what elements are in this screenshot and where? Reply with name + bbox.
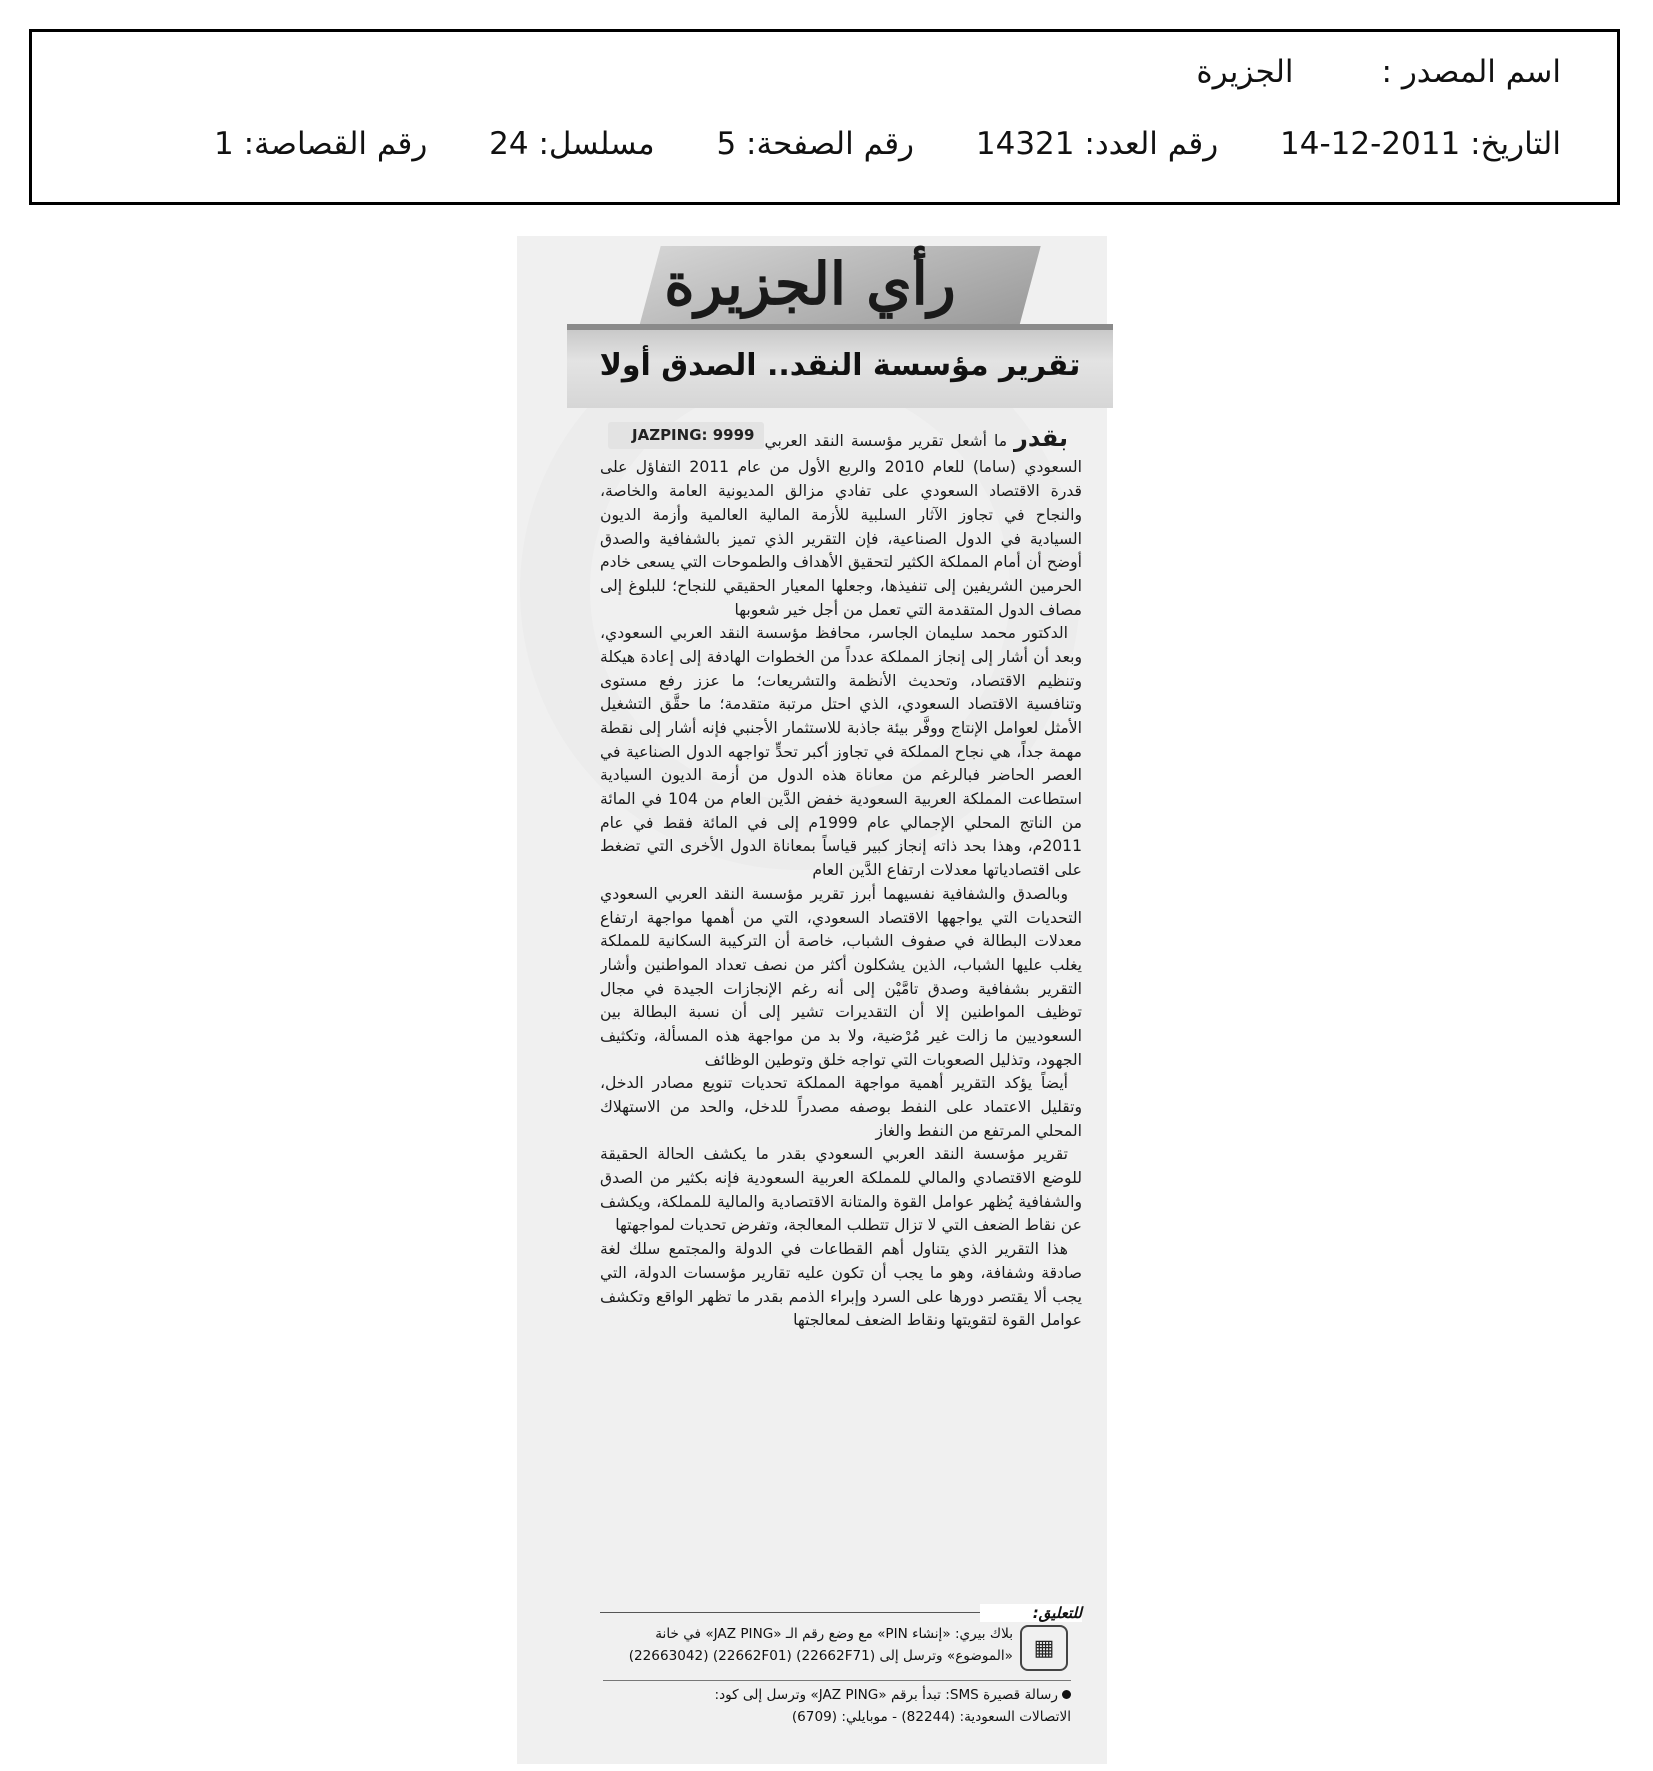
page-value: 5 (716, 126, 737, 162)
article-body (600, 420, 1082, 1600)
blackberry-line-1: بلاك بيري: «إنشاء PIN» مع وضع رقم الـ «JAZ PING» في خانة (655, 1626, 1013, 1642)
issue-label: رقم العدد: (1084, 126, 1219, 162)
date-value: 14-12-2011 (1280, 126, 1461, 162)
clip-number-value: 1 (213, 126, 234, 162)
blackberry-instructions (603, 1624, 1013, 1668)
page-label: رقم الصفحة: (746, 126, 915, 162)
paragraph-5: تقرير مؤسسة النقد العربي السعودي بقدر ما يكشف الحالة الحقيقة للوضع الاقتصادي والمالي للمملكة العربية السعودية فإنه بكثير من الصدق والشفافية يُظهر عوامل القوة والمتانة الاقتصادية والمالية للمملكة، ويكشف عن نقاط الضعف التي لا تزال تتطلب المعالجة، وتفرض تحديات لمواجهتها (600, 1145, 1082, 1235)
masthead-title: رأي الجزيرة (664, 250, 956, 318)
serial-value: 24 (489, 126, 529, 162)
paragraph-4: أيضاً يؤكد التقرير أهمية مواجهة المملكة تحديات تنويع مصادر الدخل، وتقليل الاعتماد على النفط بوصفه مصدراً للدخل، والحد من الاستهلاك المحلي المرتفع من النفط والغاز (600, 1074, 1082, 1140)
clip-number-label: رقم القصاصة: (243, 126, 428, 162)
blackberry-line-2: «الموضوع» وترسل إلى (22662F71) (22662F01) (22663042) (628, 1647, 1013, 1664)
sms-instructions (603, 1680, 1071, 1729)
paragraph-text: ما أشعل تقرير مؤسسة النقد العربي السعودي (ساما) للعام 2010 والربع الأول من عام 2011 التفاؤل على قدرة الاقتصاد السعودي على تفادي مزالق المديونية العامة والخاصة، والنجاح في تجاوز الآثار السلبية للأزمة المالية العالمية وأزمة الديون السيادية في الدول الصناعية، فإن التقرير الذي تميز بالشفافية والصدق أوضح أن أمام المملكة الكثير لتحقيق الأهداف والطموحات التي يسعى خادم الحرمين الشريفين إلى تنفيذها، وجعلها المعيار الحقيقي للنجاح؛ للبلوغ إلى مصاف الدول المتقدمة التي تعمل من أجل خير شعوبها (600, 432, 1082, 619)
comment-label: للتعليق: (980, 1604, 1082, 1622)
source-value: الجزيرة (1196, 54, 1294, 90)
lead-word: بقدر (1014, 424, 1068, 452)
clipping-metadata-box (29, 29, 1620, 205)
sms-line-1: رسالة قصيرة SMS: تبدأ برقم «JAZ PING» وترسل إلى كود: (714, 1687, 1058, 1703)
source-label: اسم المصدر : (1381, 54, 1561, 90)
paragraph-6: هذا التقرير الذي يتناول أهم القطاعات في الدولة والمجتمع سلك لغة صادقة وشفافة، وهو ما يجب أن تكون عليه تقارير مؤسسات الدولة، التي يجب ألا يقتصر دورها على السرد وإبراء الذمم بقدر ما تظهر الواقع وتكشف عوامل القوة لتقويتها ونقاط الضعف لمعالجتها (600, 1240, 1082, 1330)
date-label: التاريخ: (1470, 126, 1561, 162)
bullet-icon (1062, 1690, 1071, 1699)
serial-label: مسلسل: (538, 126, 655, 162)
paragraph-3: وبالصدق والشفافية نفسيهما أبرز تقرير مؤسسة النقد العربي السعودي التحديات التي يواجهها الاقتصاد السعودي، التي من أهمها مواجهة ارتفاع معدلات البطالة في صفوف الشباب، خاصة أن التركيبة السكانية للمملكة يغلب عليها الشباب، الذين يشكلون أكثر من نصف تعداد المواطنين وأشار التقرير بشفافية وصدق تامَّيْن إلى أنه رغم الإنجازات الجيدة في مجال توظيف المواطنين إلا أن التقديرات تشير إلى أن نسبة البطالة بين السعوديين ما زالت غير مُرْضية، ولا بد من مواجهة هذه المسألة، وتكثيف الجهود، وتذليل الصعوبات التي تواجه خلق وتوطين الوظائف (600, 884, 1082, 1069)
blackberry-icon: ▦ (1020, 1625, 1068, 1671)
jazping-badge: JAZPING: 9999 (608, 422, 764, 449)
sms-line-2: الاتصالات السعودية: (82244) - موبايلي: (6709) (791, 1708, 1071, 1725)
paragraph-2: الدكتور محمد سليمان الجاسر، محافظ مؤسسة النقد العربي السعودي، وبعد أن أشار إلى إنجاز المملكة عدداً من الخطوات الهادفة إلى إعادة هيكلة وتنظيم الاقتصاد، وتحديث الأنظمة والتشريعات؛ ما عزز رفع مستوى وتنافسية الاقتصاد السعودي، الذي احتل مرتبة متقدمة؛ ما حقَّق التشغيل الأمثل لعوامل الإنتاج ووفَّر بيئة جاذبة للاستثمار الأجنبي فإنه أشار إلى نقطة مهمة جداً، هي نجاح المملكة في تجاوز أكبر تحدٍّ تواجهه الدول الصناعية في العصر الحاضر فبالرغم من معاناة هذه الدول من أزمة الديون السيادية استطاعت المملكة العربية السعودية خفض الدَّين العام من 104 في المائة من الناتج المحلي الإجمالي عام 1999م إلى في المائة فقط في عام 2011م، وهذا بحد ذاته إنجاز كبير قياساً بمعاناة الدول الأخرى التي تضغط على اقتصادياتها معدلات ارتفاع الدَّين العام (600, 624, 1082, 880)
source-row (1196, 54, 1561, 90)
details-row (214, 126, 1561, 162)
article-headline: تقرير مؤسسة النقد.. الصدق أولا (599, 348, 1081, 383)
issue-value: 14321 (975, 126, 1075, 162)
paragraph-1 (600, 420, 1082, 622)
